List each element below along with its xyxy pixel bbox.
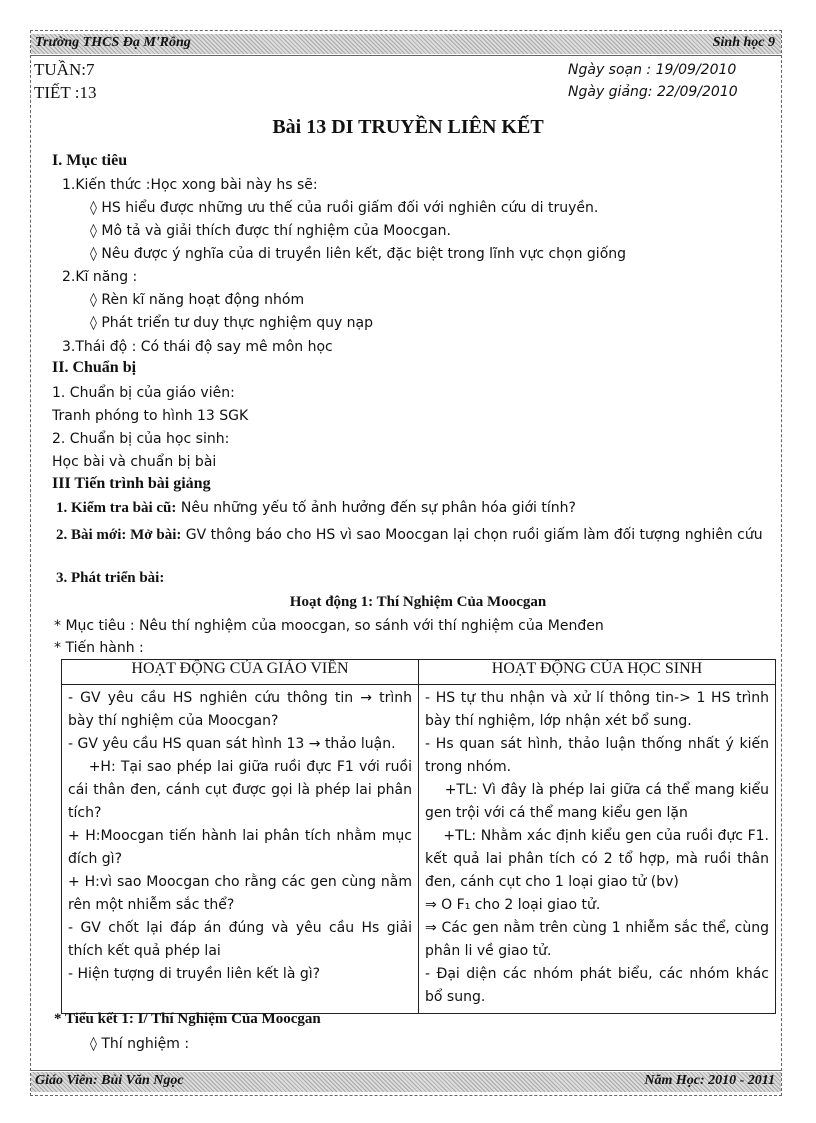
student-line: - Hs quan sát hình, thảo luận thống nhất ý kiến trong nhóm.: [425, 736, 769, 775]
knowledge-item: ◊ Nêu được ý nghĩa của di truyền liên kết, đặc biệt trong lĩnh vực chọn giống: [90, 246, 627, 262]
skills-label: 2.Kĩ năng :: [62, 269, 138, 285]
new-text: GV thông báo cho HS vì sao Moocgan lại chọn ruồi giấm làm đối tượng nghiên cứu: [181, 527, 763, 543]
process-heading: III Tiến trình bài giảng: [52, 475, 211, 492]
teacher-line: - GV yêu cầu HS quan sát hình 13 → thảo luận.: [68, 736, 396, 752]
prep-date: Ngày soạn : 19/09/2010: [568, 62, 737, 78]
summary-heading: * Tiểu kết 1: I/ Thí Nghiệm Của Moocgan: [54, 1011, 321, 1027]
check-old-lesson: [56, 500, 576, 517]
knowledge-label: 1.Kiến thức :Học xong bài này hs sẽ:: [62, 177, 318, 193]
skill-item: ◊ Rèn kĩ năng hoạt động nhóm: [90, 292, 305, 308]
activity-procedure: * Tiến hành :: [54, 640, 144, 656]
check-text: Nêu những yếu tố ảnh hưởng đến sự phân hóa giới tính?: [176, 500, 576, 516]
table-row: [62, 685, 776, 1014]
new-lesson: [56, 524, 784, 547]
header-school: Trường THCS Đạ M'Rông: [35, 35, 191, 50]
objectives-heading: I. Mục tiêu: [52, 152, 128, 169]
summary-item: ◊ Thí nghiệm :: [90, 1036, 190, 1052]
header-subject: Sinh học 9: [712, 35, 775, 50]
teacher-line: - Hiện tượng di truyền liên kết là gì?: [68, 966, 321, 982]
header-band: [31, 34, 781, 54]
teacher-line: + H:Moocgan tiến hành lai phân tích nhằm mục đích gì?: [68, 828, 412, 867]
develop-label: 3. Phát triển bài:: [56, 570, 165, 586]
student-line: - Đại diện các nhóm phát biểu, các nhóm khác bổ sung.: [425, 966, 769, 1005]
knowledge-item: ◊ HS hiểu được những ưu thế của ruồi giấm đối với nghiên cứu di truyền.: [90, 200, 599, 216]
column-header-teacher: HOẠT ĐỘNG CỦA GIÁO VIÊN: [62, 660, 419, 685]
student-line: ⇒ O F₁ cho 2 loại giao tử.: [425, 897, 601, 913]
student-line: ⇒ Các gen nằm trên cùng 1 nhiễm sắc thể, cùng phân li về giao tử.: [425, 920, 769, 959]
teacher-line: + H:vì sao Moocgan cho rằng các gen cùng nằm rên một nhiễm sắc thể?: [68, 874, 412, 913]
column-header-student: HOẠT ĐỘNG CỦA HỌC SINH: [419, 660, 776, 685]
week-label: TUẦN:7: [34, 60, 95, 79]
teacher-prep-label: 1. Chuẩn bị của giáo viên:: [52, 385, 235, 401]
preparation-heading: II. Chuẩn bị: [52, 359, 137, 376]
table-header-row: [62, 660, 776, 685]
footer-band: [31, 1072, 781, 1092]
skill-item: ◊ Phát triển tư duy thực nghiệm quy nạp: [90, 315, 374, 331]
student-activity-cell: [419, 685, 776, 1014]
footer-year: Năm Học: 2010 - 2011: [644, 1073, 775, 1088]
header-rule: [31, 55, 781, 56]
teacher-line: - GV chốt lại đáp án đúng và yêu cầu Hs giải thích kết quả phép lai: [68, 920, 412, 959]
activity-goal: * Mục tiêu : Nêu thí nghiệm của moocgan, so sánh với thí nghiệm của Menđen: [54, 618, 604, 634]
activity-table: [61, 659, 776, 1014]
teacher-line: +H: Tại sao phép lai giữa ruồi đực F1 với ruồi cái thân đen, cánh cụt được gọi là phép lai phân tích?: [68, 759, 417, 821]
activity-title: Hoạt động 1: Thí Nghiệm Của Moocgan: [289, 594, 547, 610]
student-line: - HS tự thu nhận và xử lí thông tin-> 1 HS trình bày thí nghiệm, lớp nhận xét bổ sung.: [425, 690, 769, 729]
student-prep-label: 2. Chuẩn bị của học sinh:: [52, 431, 230, 447]
lesson-title: Bài 13 DI TRUYỀN LIÊN KẾT: [272, 116, 544, 138]
knowledge-item: ◊ Mô tả và giải thích được thí nghiệm của Moocgan.: [90, 223, 451, 239]
period-label: TIẾT :13: [34, 83, 97, 102]
teacher-prep-item: Tranh phóng to hình 13 SGK: [52, 408, 249, 424]
check-label: 1. Kiểm tra bài cũ:: [56, 500, 177, 516]
teacher-activity-cell: [62, 685, 419, 1014]
student-prep-item: Học bài và chuẩn bị bài: [52, 454, 217, 470]
student-line: +TL: Vì đây là phép lai giữa cá thể mang kiểu gen trội với cá thể mang kiểu gen lặn: [425, 782, 774, 821]
footer-teacher: Giáo Viên: Bùi Văn Ngọc: [35, 1073, 184, 1088]
student-line: +TL: Nhằm xác định kiểu gen của ruồi đực F1. kết quả lai phân tích có 2 tổ hợp, mà ruồi thân đen, cánh cụt cho 1 loại giao tử (bv): [425, 828, 774, 890]
new-label: 2. Bài mới: Mở bài:: [56, 527, 182, 543]
teacher-line: - GV yêu cầu HS nghiên cứu thông tin → trình bày thí nghiệm của Moocgan?: [68, 690, 412, 729]
teach-date: Ngày giảng: 22/09/2010: [568, 84, 738, 100]
footer-rule: [31, 1070, 781, 1071]
attitude-label: 3.Thái độ : Có thái độ say mê môn học: [62, 339, 333, 355]
